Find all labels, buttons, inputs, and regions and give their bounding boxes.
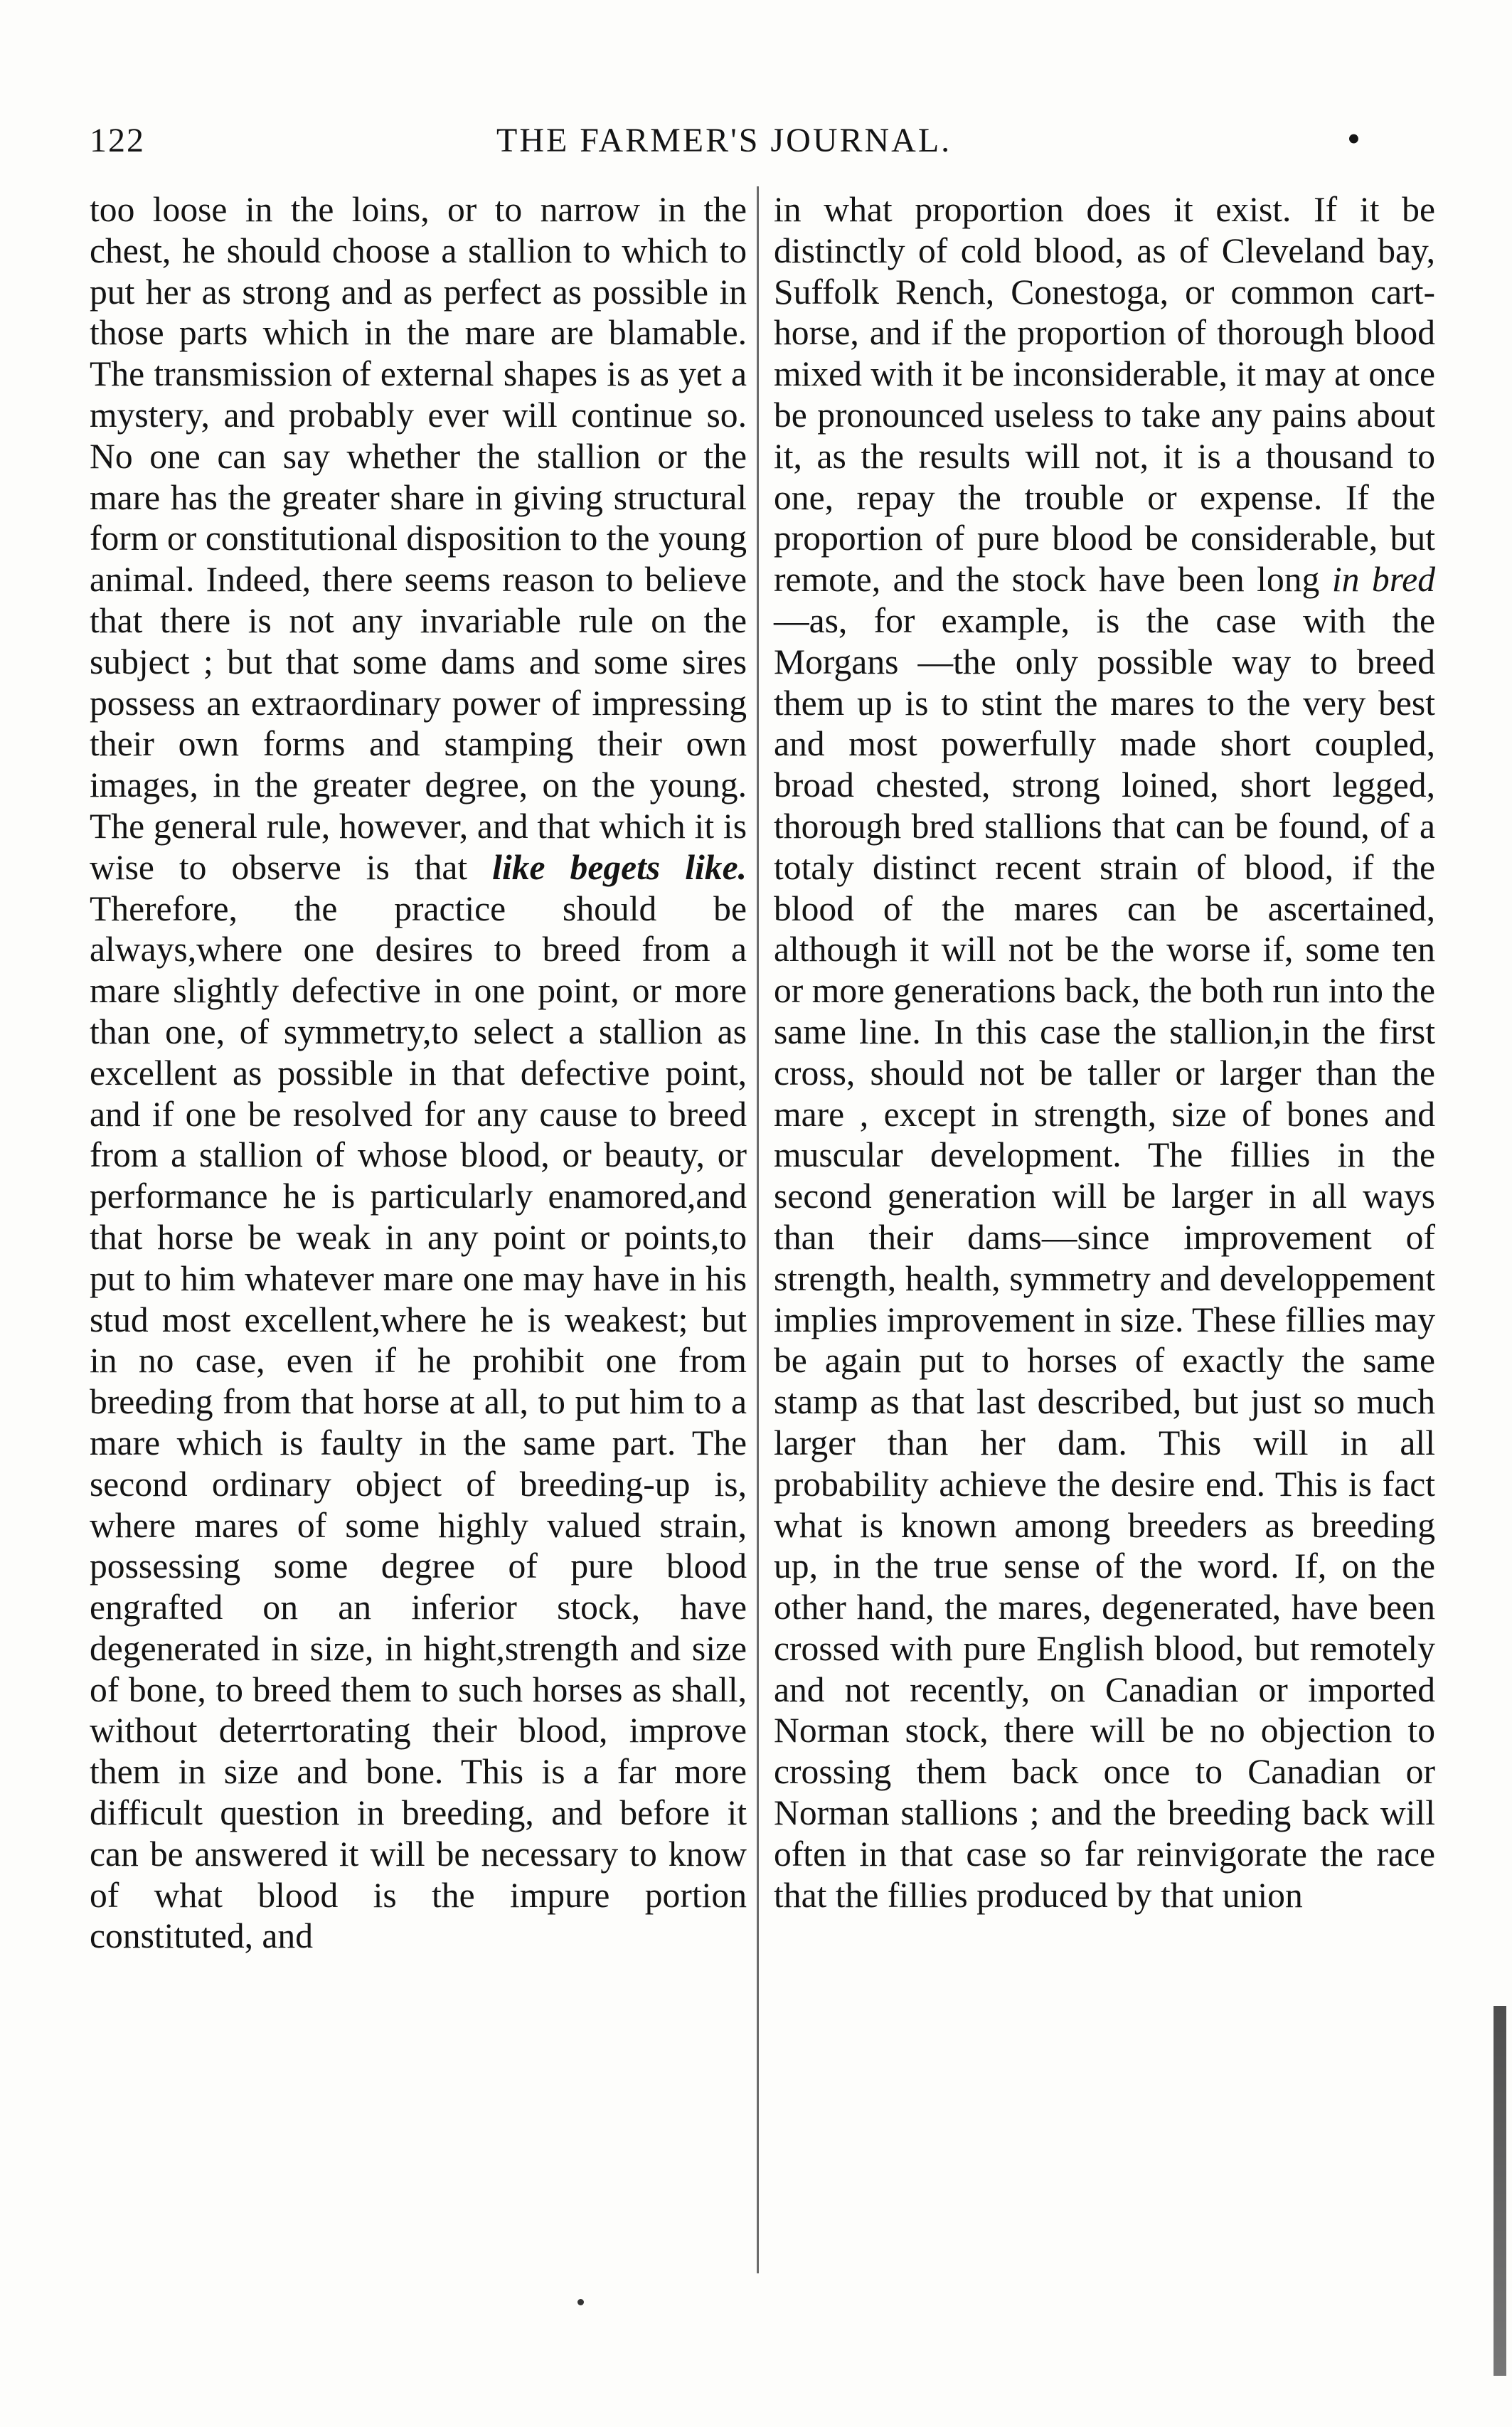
left-text-part-1: too loose in the loins, or to narrow in the chest, he should choose a stallion to which to put her as strong and as perfect as possible in those parts which in the mare are blamable. The transmission of external shapes is as yet a mystery, and probably ever will continue so. No one can say whether the stallion or the mare has the greater share in giving structural form or constitutional disposition to the young animal. Indeed, there seems reason to believe that there is not any invariable rule on the subject ; but that some dams and some sires possess an extraordinary power of impressing their own forms and stamping their own images, in the greater degree, on the young. The general rule, however, and that which it is wise to observe is that — [90, 190, 747, 887]
running-title: THE FARMER'S JOURNAL. — [496, 122, 952, 159]
right-text-column — [774, 189, 1435, 1916]
right-emphasis-phrase: in bred — [1331, 560, 1435, 600]
column-divider — [757, 186, 759, 2273]
page-edge-shadow — [1494, 2006, 1506, 2376]
page-header — [90, 117, 1469, 171]
left-text-part-2: Therefore, the practice should be always,where one desires to breed from a mare slightly defective in one point, or more than one, of symmetry,to select a stallion as excellent as possible in that defective point, and if one be resolved for any cause to breed from a stallion of whose blood, or beauty, or performance he is particularly enamored,and that horse be weak in any point or points,to put to him whatever mare one may have in his stud most excellent,where he is weakest; but in no case, even if he prohibit one from breeding from that horse at all, to put him to a mare which is faulty in the same part. The second ordinary object of breeding-up is, where mares of some highly valued strain, possessing some degree of pure blood engrafted on an inferior stock, have degenerated in size, in hight,strength and size of bone, to breed them to such horses as shall, without deterrtorating their blood, improve them in size and bone. This is a far more difficult question in breeding, and before it can be answered it will be necessary to know of what blood is the impure portion constituted, and — [90, 888, 747, 1956]
right-text-part-1: in what proportion does it exist. If it be distinctly of cold blood, as of Cleveland bay, Suffolk Rench, Conestoga, or common cart-horse, and if the proportion of thorough blood mixed with it be inconsiderable, it may at once be pronounced useless to take any pains about it, as the results will not, it is a thousand to one, repay the trouble or expense. If the proportion of pure blood be considerable, but remote, and the stock have been long — [774, 190, 1435, 600]
left-emphasis-phrase: like begets like. — [492, 847, 747, 887]
left-column-paragraph — [90, 189, 747, 1957]
header-ornament: • — [1347, 117, 1362, 160]
left-text-column — [90, 189, 747, 1957]
right-text-part-2: —as, for example, is the case with the Morgans —the only possible way to breed them up is to stint the mares to the very best and most powerfully made short coupled, broad chested, strong loined, short legged, thorough bred stallions that can be found, of a totaly distinct recent strain of blood, if the blood of the mares can be ascertained, although it will not be the worse if, some ten or more generations back, the both run into the same line. In this case the stallion,in the first cross, should not be taller or larger than the mare , except in strength, size of bones and muscular development. The fillies in the second generation will be larger in all ways than their dams—since improvement of strength, health, symmetry and developpement implies improvement in size. These fillies may be again put to horses of exactly the same stamp as that last described, but just so much larger than her dam. This will in all probability achieve the desire end. This is fact what is known among breeders as breeding up, in the true sense of the word. If, on the other hand, the mares, degenerated, have been crossed with pure English blood, but remotely and not recently, on Canadian or imported Norman stock, there will be no objection to crossing them back once to Canadian or Norman stallions ; and the breeding back will often in that case so far reinvigorate the race that the fillies produced by that union — [774, 600, 1435, 1915]
footer-dot-mark — [577, 2299, 584, 2305]
page-number: 122 — [90, 122, 145, 159]
right-column-paragraph — [774, 189, 1435, 1916]
